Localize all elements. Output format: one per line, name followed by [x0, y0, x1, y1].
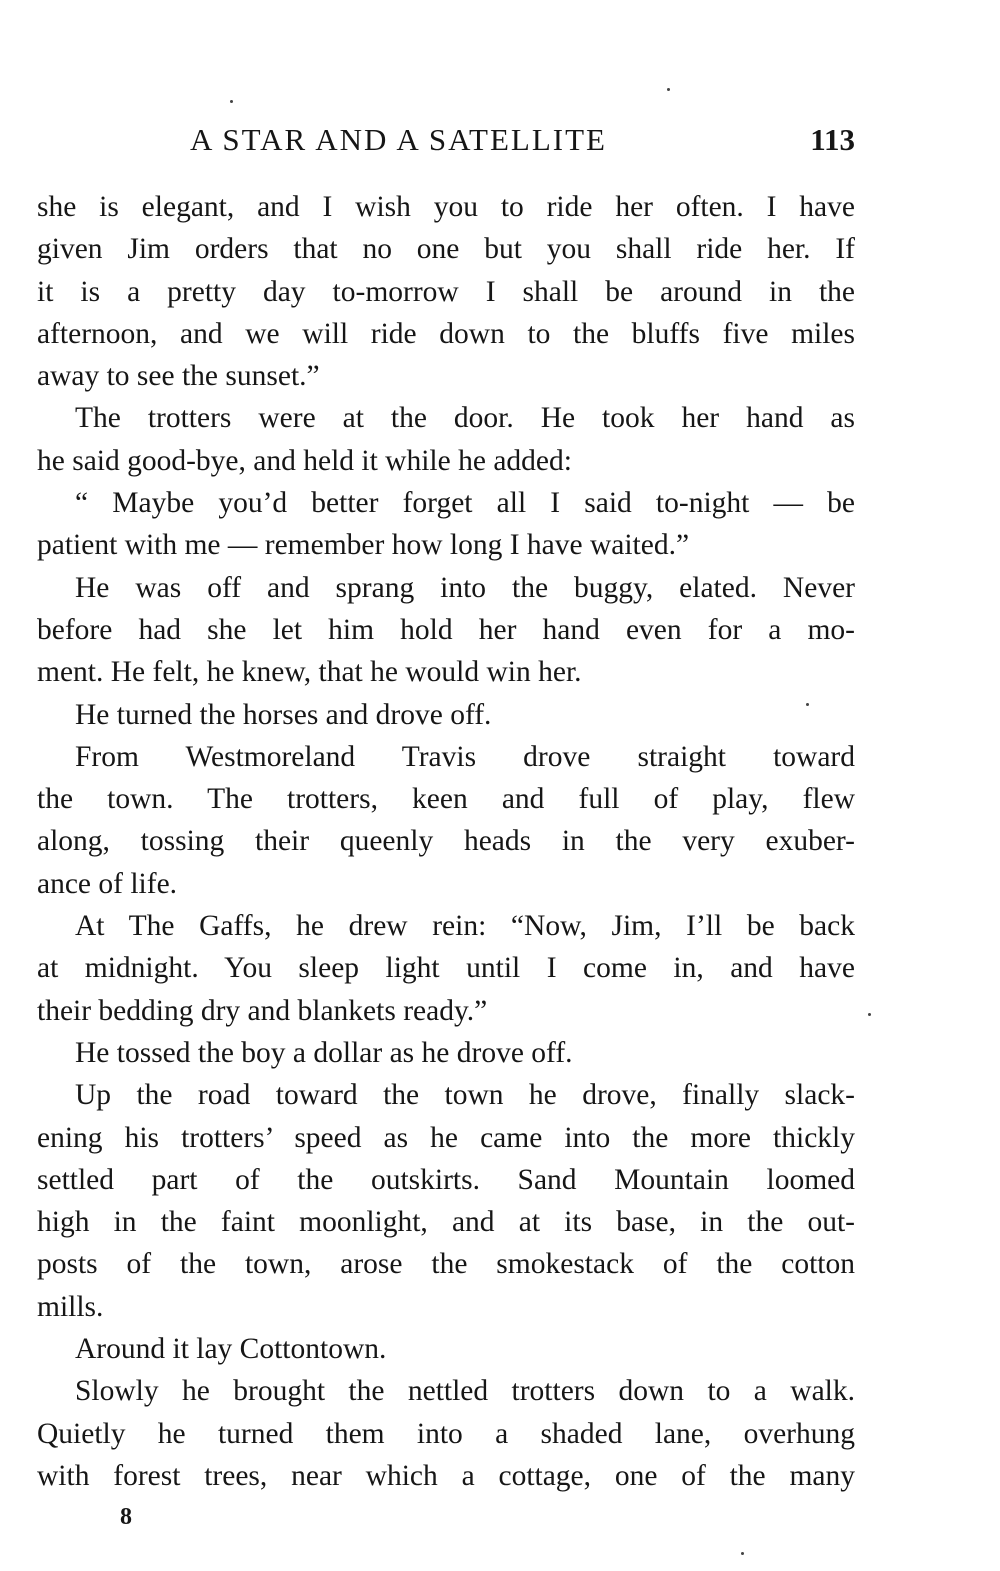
- text-line: From Westmoreland Travis drove straight toward: [75, 740, 855, 773]
- scan-speck: [230, 100, 233, 103]
- text-line: high in the faint moonlight, and at its base, in the out-: [37, 1206, 855, 1239]
- text-line: He turned the horses and drove off.: [75, 698, 492, 731]
- text-line: the town. The trotters, keen and full of play, flew: [37, 783, 855, 816]
- text-line: given Jim orders that no one but you shall ride her. If: [37, 233, 855, 266]
- text-line: The trotters were at the door. He took her hand as: [75, 402, 855, 435]
- scan-speck: [868, 1013, 871, 1016]
- text-line: it is a pretty day to-morrow I shall be around in the: [37, 275, 855, 308]
- text-line: posts of the town, arose the smokestack of the cotton: [37, 1248, 855, 1281]
- text-line: ment. He felt, he knew, that he would win her.: [37, 656, 582, 689]
- text-line: afternoon, and we will ride down to the bluffs five miles: [37, 317, 855, 350]
- scan-speck: [741, 1552, 744, 1555]
- text-line: she is elegant, and I wish you to ride her often. I have: [37, 191, 855, 223]
- page-number: 113: [810, 122, 855, 157]
- text-line: He was off and sprang into the buggy, elated. Never: [75, 571, 855, 604]
- scan-speck: [806, 703, 809, 706]
- text-line: Up the road toward the town he drove, finally slack-: [75, 1079, 855, 1112]
- text-line: At The Gaffs, he drew rein: “Now, Jim, I’ll be back: [75, 910, 855, 943]
- text-line: mills.: [37, 1290, 104, 1323]
- text-line: “ Maybe you’d better forget all I said to-night — be: [75, 487, 855, 520]
- body-text: [37, 186, 855, 1497]
- scan-speck: [667, 88, 670, 91]
- text-line: at midnight. You sleep light until I come in, and have: [37, 952, 855, 985]
- page-header: [190, 118, 855, 162]
- text-line: with forest trees, near which a cottage, one of the many: [37, 1459, 855, 1492]
- text-line: ance of life.: [37, 867, 178, 900]
- text-line: he said good-bye, and held it while he added:: [37, 444, 572, 477]
- text-line: patient with me — remember how long I have waited.”: [37, 529, 690, 562]
- text-line: away to see the sunset.”: [37, 360, 320, 393]
- text-line: Quietly he turned them into a shaded lane, overhung: [37, 1417, 855, 1450]
- text-line: He tossed the boy a dollar as he drove off.: [75, 1036, 573, 1069]
- text-line: ening his trotters’ speed as he came into the more thickly: [37, 1121, 855, 1154]
- text-line: Around it lay Cottontown.: [75, 1333, 387, 1366]
- text-line: before had she let him hold her hand even for a mo-: [37, 613, 855, 646]
- text-line: their bedding dry and blankets ready.”: [37, 994, 488, 1027]
- text-line: Slowly he brought the nettled trotters down to a walk.: [75, 1375, 855, 1408]
- signature-mark: 8: [120, 1504, 132, 1530]
- running-title: A STAR AND A SATELLITE: [190, 122, 607, 157]
- text-line: along, tossing their queenly heads in the very exuber-: [37, 825, 855, 858]
- text-line: settled part of the outskirts. Sand Mountain loomed: [37, 1163, 855, 1196]
